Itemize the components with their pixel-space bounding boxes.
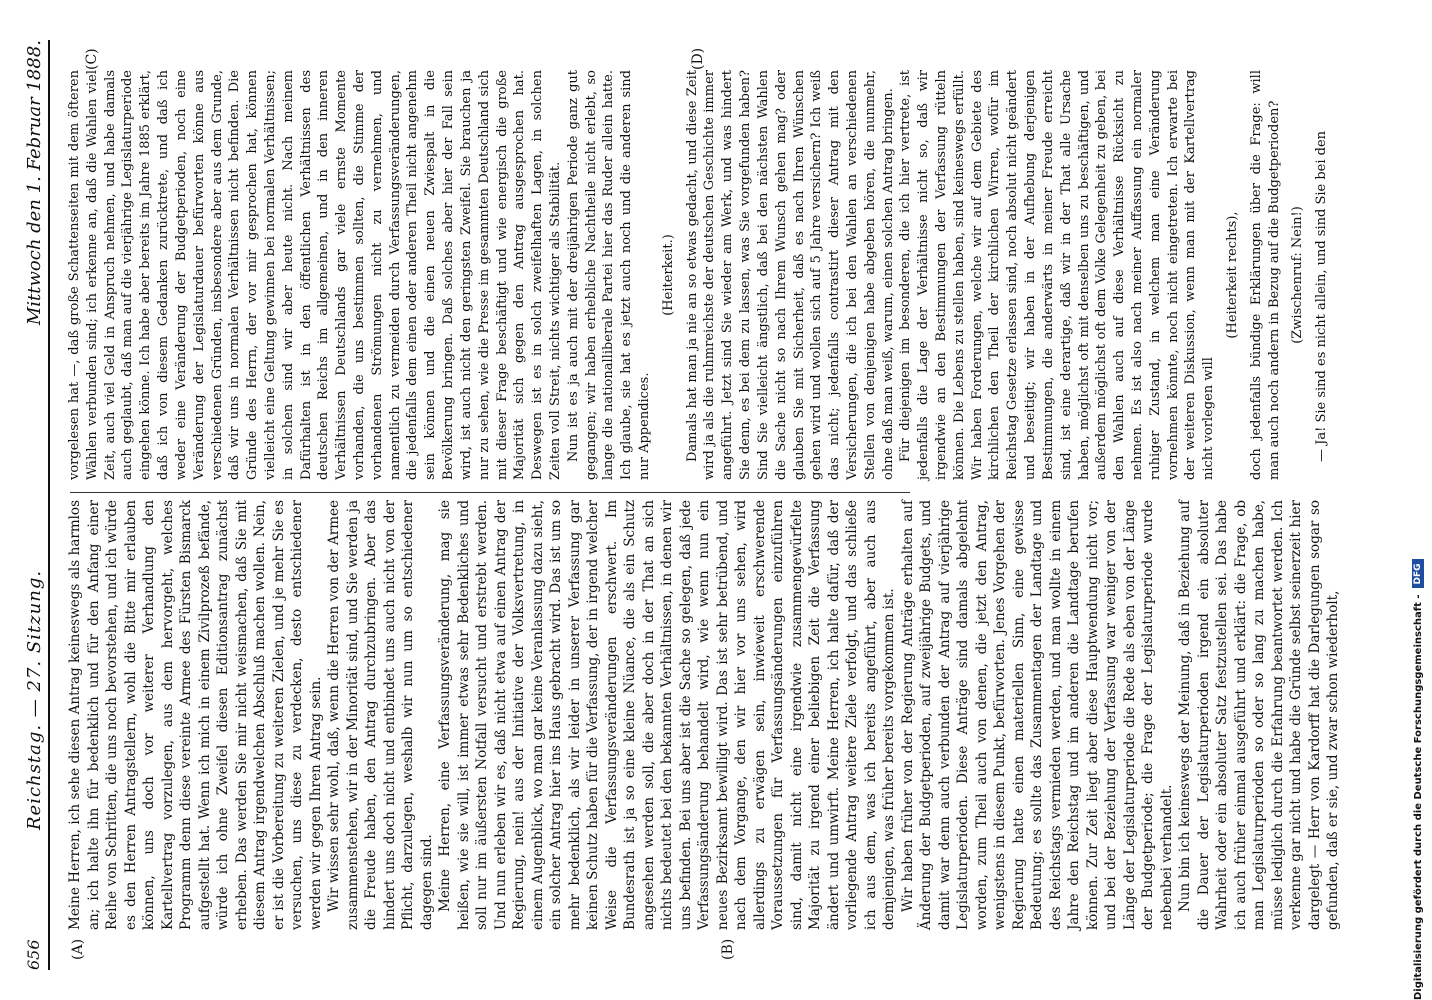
paragraph: Für diejenigen im besonderen, die ich hier vertrete, ist jedenfalls die Lage der Verhältnisse nicht so, daß wir irgendwie an den Bestimmungen der Verfassung rütteln können. Die Lebens zu stellen haben, sind keineswegs erfüllt. Wir haben Forderungen, welche wir auf dem Gebiete des kirchlichen den Theil der kirchlichen Wirren, wofür im Reichstag Gesetze erlassen sind, noch absolut nicht geändert und beseitigt; wir haben in der Aufhebung derjenigen Bestimmungen, die anderwärts in meiner Freude erreicht sind, ist eine derartige, daß wir in der That alle Ursache haben, möglichst oft mit denselben uns zu beschäftigen, und außerdem möglichst oft dem Volke Gelegenheit zu geben, bei den Wahlen auch auf diese Verhältnisse Rücksicht zu nehmen. Es ist also nach meiner Auffassung ein normaler ruhiger Zustand, in welchem man eine Veränderung vornehmen könnte, noch nicht eingetreten. Ich erwarte bei der weiteren Diskussion, wenn man mit der Kartellvertrag nicht vorlegen will <box>898 70 1217 480</box>
header-rule <box>48 40 50 970</box>
margin-marker-d: (D) <box>690 47 706 70</box>
session-title: Reichstag. — 27. Sitzung. <box>24 569 45 830</box>
page-number: 656 <box>24 939 43 970</box>
margin-marker-c: (C) <box>84 48 100 70</box>
dfg-logo: DFG <box>1412 559 1424 588</box>
paragraph: Meine Herren, ich sehe diesen Antrag keineswegs als harmlos an; ich halte ihn für bedenklich und für den Anfang einer Reihe von Schritten, die uns noch bevorstehen, und ich würde es den Herren Antragstellern, wohl die Bitte mir erlauben können, uns doch vor weiterer Verhandlung den Kartellvertrag vorzulegen, aus dem hervorgeht, welches Programm denn diese vereinte Armee des Fürsten Bismarck aufgestellt hat. Wenn ich mich in einem Zivilprozeß befände, würde ich ohne Zweifel diesen Editionsantrag zunächst erheben. Das werden Sie mir nicht weismachen, daß Sie mit diesem Antrag irgendwelchen Abschluß machen wollen. Nein, er ist die Vorbereitung zu weiteren Zielen, und je mehr Sie es versuchen, uns diese zu verdecken, desto entschiedener werden wir gegen Ihren Antrag sein. <box>67 500 324 930</box>
paragraph: vorgelesen hat —, daß große Schattenseiten mit dem öfteren Wählen verbunden sind; ich erkenne an, daß die Wahlen viel Zeit, auch viel Geld in Anspruch nehmen, und habe damals auch geglaubt, daß man auf die vierjährige Legislaturperiode eingehen könne. Ich habe aber bereits im Jahre 1885 erklärt, daß ich von diesem Gedanken zurücktrete, und daß ich weder eine Veränderung der Budgetperioden, noch eine Veränderung der Legislaturdauer befürworten könne aus verschiedenen Gründen, insbesondere aber aus dem Grunde, daß wir uns in normalen Verhältnissen nicht befinden. Die Gründe des Herrn, der vor mir gesprochen hat, können vielleicht eine Geltung gewinnen bei normalen Verhältnissen; in solchen sind wir aber heute nicht. Nach meinem Dafürhalten ist in den öffentlichen Verhältnissen des deutschen Reichs im allgemeinen, und in den inneren Verhältnissen Deutschlands gar viele ernste Momente vorhanden, die uns bestimmen sollten, die Stimme der vorhandenen Strömungen nicht zu vernehmen, und namentlich zu vermeiden durch Verfassungsveränderungen, die jedenfalls dem einen oder anderen Theil nicht angenehm sein können und die einen neuen Zwiespalt in die Bevölkerung bringen. Daß solches aber hier der Fall sein wird, ist auch nicht den geringsten Zweifel. Sie brauchen ja nur zu sehen, wie die Presse im gesammten Deutschland sich mit dieser Frage beschäftigt und wie energisch die große Majorität sich gegen den Antrag ausgesprochen hat. Deswegen ist es in solch zweifelhaften Lagen, in solchen Zeiten voll Streit, nichts wichtiger als Stabilität. <box>67 70 563 480</box>
right-column <box>66 70 1331 480</box>
paragraph: Wir haben früher von der Regierung Anträge erhalten auf Änderung der Budgetperioden, auf zweijährige Budgets, und damit war denn auch verbunden der Antrag auf vierjährige Legislaturperioden. Diese Anträge sind damals abgelehnt worden, zum Theil auch von denen, die jetzt den Antrag, wenigstens in diesem Punkt, befürworten. Jenes Vorgehen der Regierung hatte einen materiellen Sinn, eine gewisse Bedeutung; es sollte das Zusammentagen der Landtage und des Reichstags vermieden werden, und man wollte in einem Jahre den Reichstag und im anderen die Landtage berufen können. Zur Zeit liegt aber diese Hauptwendung nicht vor; und bei der Beziehung der Verfassung war weniger von der Länge der Legislaturperiode die Rede als eben von der Länge der Budgetperiode; die Frage der Legislaturperiode wurde nebenbei verhandelt. <box>899 500 1175 930</box>
credit-text: Digitalisierung gefördert durch die Deutsche Forschungsgemeinschaft - <box>1412 594 1424 1000</box>
digitization-credit <box>1412 559 1424 1000</box>
paragraph: Meine Herren, eine Verfassungsveränderung, mag sie heißen, wie sie will, ist immer etwas sehr Bedenkliches und soll nur im äußersten Notfall versucht und erstrebt werden. Und nun erleben wir es, daß nicht etwa auf einen Antrag der Regierung, nein! aus der Initiative der Volksvertretung, in einem Augenblick, wo man gar keine Veranlassung dazu sieht, ein solcher Antrag hier ins Haus gebracht wird. Das ist um so mehr bedenklich, als wir leider in unserer Verfassung gar keinen Schutz haben für die Verfassung, der in irgend welcher Weise die Verfassungsveränderungen erschwert. Im Bundesrath ist ja so eine kleine Nüance, die als ein Schutz angesehen werden soll, die aber doch in der That an sich nichts bedeutet bei den bekannten Verhältnissen, in denen wir uns befinden. Bei uns aber ist die Sache so gelegen, daß jede Verfassungsänderung behandelt wird, wie wenn nun ein neues Bezirksamt bewilligt wird. Das ist sehr betrübend, und nach dem Vorgange, den wir hier vor uns sehen, wird allerdings zu erwägen sein, inwieweit erschwerende Voraussetzungen für Verfassungsänderungen einzuführen sind, damit nicht eine irgendwie zusammengewürfelte Majorität zu irgend einer beliebigen Zeit die Verfassung ändert und umwirft. Meine Herren, ich halte dafür, daß der vorliegende Antrag weitere Ziele verfolgt, und das schließe ich aus dem, was ich bereits angeführt, aber auch aus demjenigen, was früher bereits vorgekommen ist. <box>437 499 897 930</box>
left-column <box>66 500 1343 930</box>
margin-marker-a: (A) <box>70 938 86 960</box>
paragraph: Nun bin ich keineswegs der Meinung, daß in Beziehung auf die Dauer der Legislaturperioden irgend ein absoluter Wahrheit oder ein absoluter Satz festzustellen sei. Das habe ich auch früher einmal ausgeführt und erklärt: die Frage, ob man Legislaturperioden so oder so lang zu machen habe, müsse lediglich durch die Erfahrung beantwortet werden. Ich verkenne gar nicht und habe die Gründe selbst seinerzeit hier dargelegt — Herr von Kardorff hat die Darlegungen sogar so gefunden, daß er sie, und zwar schon wiederholt, <box>1177 500 1341 930</box>
interjection: (Zwischenruf: Nein!) <box>1290 206 1306 344</box>
interjection: (Heiterkeit.) <box>660 234 676 316</box>
paragraph: — Ja! Sie sind es nicht allein, und sind Sie bei den <box>1314 130 1330 462</box>
interjection: (Heiterkeit rechts), <box>1225 211 1240 339</box>
running-header <box>20 40 50 970</box>
session-date: Mittwoch den 1. Februar 1888. <box>24 40 45 326</box>
paragraph: Damals hat man ja nie an so etwas gedacht, und diese Zeit wird ja als die ruhmreichste der deutschen Geschichte immer angeführt. Jetzt sind Sie wieder am Werk, und was hindert Sie denn, es bei dem zu lassen, was Sie vorgefunden haben? Sind Sie vielleicht ängstlich, daß bei den nächsten Wahlen die Sache nicht so nach Ihrem Wunsch gehen mag? oder glauben Sie mit Sicherheit, daß es nach Ihren Wünschen gehen wird und wollen sich auf 5 Jahre versichern? Ich weiß das nicht; jedenfalls contrastirt dieser Antrag mit den Versicherungen, die ich bei den Wahlen an verschiedenen Stellen von denjenigen habe abgeben hören, die nunmehr, ohne daß man weiß, warum, einen solchen Antrag bringen. <box>684 70 896 480</box>
column-divider <box>70 492 910 493</box>
paragraph: Nun ist es ja auch mit der dreijährigen Periode ganz gut gegangen; wir haben erhebliche Nachtheile nicht erlebt, so lange die nationalliberale Partei hier das Ruder allein hatte. Ich glaube, sie hat es jetzt auch noch und die anderen sind nur Appendices. <box>565 70 652 480</box>
paragraph: Wir wissen sehr wohl, daß, wenn die Herren von der Armee zusammenstehen, wir in der Minorität sind, und Sie werden ja die Freude haben, den Antrag durchzubringen. Aber das hindert uns doch nicht und entbindet uns auch nicht von der Pflicht, darzulegen, weshalb wir nun um so entschiedener dagegen sind. <box>326 500 435 930</box>
margin-marker-b: (B) <box>720 938 736 960</box>
paragraph: doch jedenfalls bündige Erklärungen über die Frage: will man auch noch andern in Bezug auf die Budgetperioden? <box>1248 70 1282 480</box>
